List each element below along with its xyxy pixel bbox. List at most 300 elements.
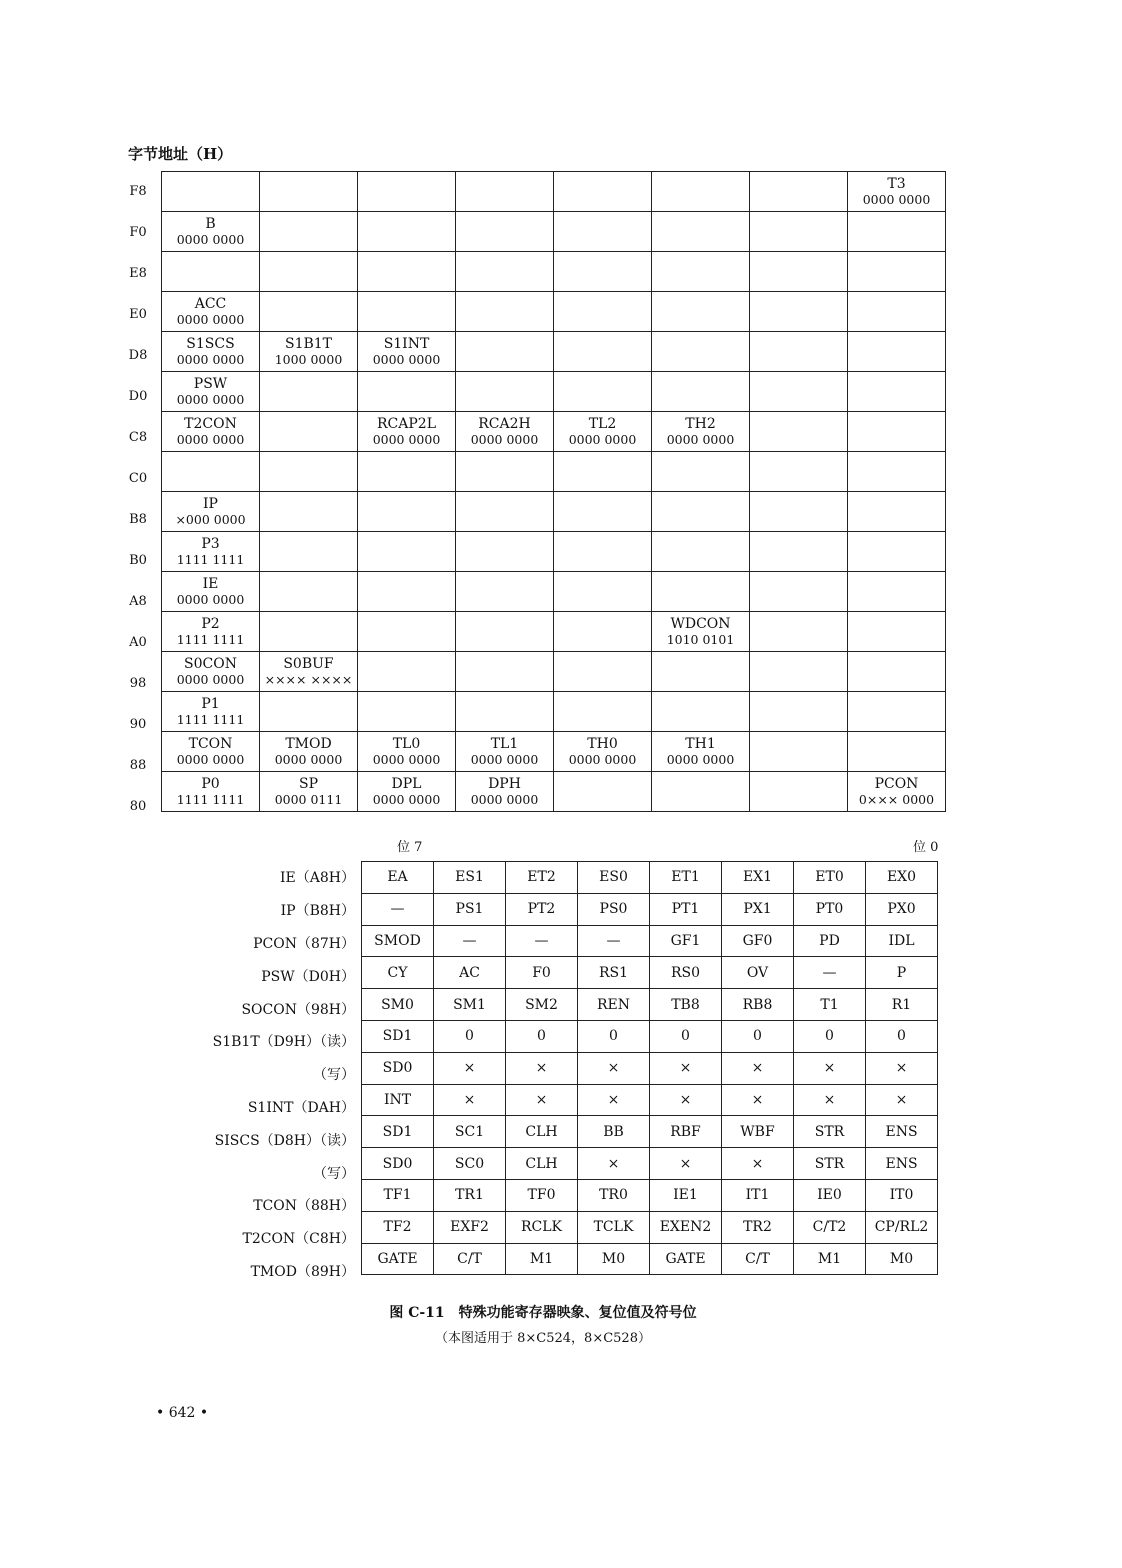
sfr-cell [554, 452, 652, 492]
bit-cell: CLH [506, 1116, 578, 1148]
sfr-row [162, 532, 946, 572]
bit-cell: × [506, 1052, 578, 1084]
bit-cell: EX0 [866, 862, 938, 894]
sfr-cell [162, 292, 260, 332]
sfr-cell [456, 772, 554, 812]
sfr-cell [750, 412, 848, 452]
bit-cell: SD0 [362, 1052, 434, 1084]
bit-cell: × [794, 1052, 866, 1084]
bit-cell: PX0 [866, 893, 938, 925]
register-reset-value: 0000 0000 [176, 431, 245, 447]
sfr-row-address: E8 [129, 266, 147, 281]
sfr-cell [260, 372, 358, 412]
register-name: B [205, 215, 216, 232]
bit7-label: 位 7 [397, 840, 423, 855]
page-number: • 642 • [156, 1405, 209, 1421]
sfr-row-address: D8 [128, 348, 148, 363]
sfr-row-address: A8 [129, 594, 147, 609]
sfr-cell [652, 452, 750, 492]
register-name: P3 [201, 535, 220, 552]
sfr-cell [162, 372, 260, 412]
register-reset-value: 1111 1111 [176, 631, 245, 647]
sfr-cell [456, 412, 554, 452]
sfr-cell [750, 452, 848, 492]
register-name: IP [203, 495, 218, 512]
bit-cell: 0 [506, 1020, 578, 1052]
sfr-row [162, 372, 946, 412]
sfr-cell [162, 452, 260, 492]
sfr-cell [848, 452, 946, 492]
sfr-cell [750, 212, 848, 252]
register-reset-value: 0000 0000 [470, 431, 539, 447]
register-reset-value: 0000 0000 [176, 671, 245, 687]
register-reset-value: 0000 0000 [568, 751, 637, 767]
bit-cell: IT0 [866, 1179, 938, 1211]
sfr-cell [652, 172, 750, 212]
figure-subcaption: （本图适用于 8×C524，8×C528） [435, 1331, 651, 1346]
register-reset-value: 0000 0000 [176, 751, 245, 767]
bit-cell: M1 [794, 1243, 866, 1275]
bit-cell: — [362, 893, 434, 925]
register-reset-value: 0000 0000 [372, 431, 441, 447]
sfr-cell [260, 572, 358, 612]
sfr-cell [456, 452, 554, 492]
sfr-cell [162, 572, 260, 612]
sfr-cell [456, 372, 554, 412]
bit-cell: ES0 [578, 862, 650, 894]
sfr-cell [848, 772, 946, 812]
sfr-cell [260, 492, 358, 532]
sfr-cell [848, 332, 946, 372]
bit-cell: BB [578, 1116, 650, 1148]
register-reset-value: 0××× 0000 [858, 791, 935, 807]
bit-cell: AC [434, 957, 506, 989]
sfr-cell [750, 332, 848, 372]
bit-cell: OV [722, 957, 794, 989]
sfr-row-address: F8 [129, 184, 147, 199]
sfr-cell [652, 252, 750, 292]
register-name: P2 [201, 615, 220, 632]
register-reset-value: 0000 0000 [176, 351, 245, 367]
register-name: TH0 [587, 735, 618, 752]
register-name: PCON [874, 775, 919, 792]
bit-row-label: T2CON（C8H） [242, 1231, 355, 1248]
sfr-cell [848, 532, 946, 572]
sfr-row [162, 612, 946, 652]
bit-row [362, 1084, 938, 1116]
register-reset-value: 1111 1111 [176, 711, 245, 727]
sfr-cell [456, 572, 554, 612]
bit-cell: × [722, 1148, 794, 1180]
sfr-cell [652, 492, 750, 532]
bit-cell: CY [362, 957, 434, 989]
sfr-row [162, 572, 946, 612]
sfr-cell [554, 612, 652, 652]
bit-row [362, 1020, 938, 1052]
bit-register-labels [150, 861, 355, 1287]
bit-cell: RCLK [506, 1211, 578, 1243]
sfr-map-table [161, 171, 946, 812]
register-name: S1B1T [284, 335, 333, 352]
bit-cell: × [650, 1148, 722, 1180]
register-name: TH1 [685, 735, 716, 752]
sfr-cell [260, 412, 358, 452]
bit-cell: 0 [578, 1020, 650, 1052]
bit-cell: × [578, 1148, 650, 1180]
register-reset-value: 0000 0000 [372, 751, 441, 767]
bit-cell: SD0 [362, 1148, 434, 1180]
sfr-cell [848, 212, 946, 252]
register-reset-value: 0000 0000 [176, 311, 245, 327]
sfr-cell [162, 732, 260, 772]
sfr-cell [652, 732, 750, 772]
bit-cell: P [866, 957, 938, 989]
sfr-cell [358, 452, 456, 492]
sfr-cell [358, 532, 456, 572]
bit-symbol-table [361, 861, 938, 1275]
register-name: SP [298, 775, 318, 792]
sfr-row-address: B8 [129, 512, 147, 527]
sfr-cell [554, 372, 652, 412]
bit-row-label: TCON（88H） [253, 1198, 355, 1215]
sfr-cell [260, 172, 358, 212]
bit-cell: TF2 [362, 1211, 434, 1243]
register-name: S0BUF [283, 655, 334, 672]
bit-cell: EXEN2 [650, 1211, 722, 1243]
bit-cell: M1 [506, 1243, 578, 1275]
sfr-cell [358, 652, 456, 692]
sfr-row-address: 98 [129, 676, 147, 691]
register-name: S0CON [184, 655, 237, 672]
register-name: P0 [201, 775, 220, 792]
bit-cell: RBF [650, 1116, 722, 1148]
bit-cell: WBF [722, 1116, 794, 1148]
sfr-cell [750, 732, 848, 772]
sfr-row-address: F0 [129, 225, 147, 240]
bit-cell: × [722, 1084, 794, 1116]
sfr-cell [162, 172, 260, 212]
bit-cell: RB8 [722, 989, 794, 1021]
sfr-cell [260, 532, 358, 572]
bit-row [362, 1211, 938, 1243]
bit-cell: TF1 [362, 1179, 434, 1211]
register-reset-value: 0000 0111 [274, 791, 343, 807]
sfr-cell [554, 572, 652, 612]
bit-row [362, 1148, 938, 1180]
bit-cell: TF0 [506, 1179, 578, 1211]
bit-cell: GATE [362, 1243, 434, 1275]
bit-cell: 0 [866, 1020, 938, 1052]
bit-cell: × [866, 1052, 938, 1084]
bit-row [362, 1116, 938, 1148]
bit-cell: × [434, 1052, 506, 1084]
sfr-cell [848, 612, 946, 652]
bit-cell: ET0 [794, 862, 866, 894]
bit-cell: × [794, 1084, 866, 1116]
bit-cell: IE0 [794, 1179, 866, 1211]
sfr-cell [260, 772, 358, 812]
bit-cell: × [578, 1052, 650, 1084]
sfr-cell [554, 212, 652, 252]
bit-cell: — [506, 925, 578, 957]
bit-row-label: IE（A8H） [280, 870, 355, 887]
sfr-cell [162, 252, 260, 292]
bit-row [362, 1243, 938, 1275]
sfr-cell [848, 412, 946, 452]
register-name: PSW [193, 375, 228, 392]
sfr-cell [652, 572, 750, 612]
bit-cell: GATE [650, 1243, 722, 1275]
bit-row-label: SOCON（98H） [241, 1001, 355, 1018]
bit-row-label: （写） [313, 1165, 355, 1182]
register-name: TL1 [490, 735, 519, 752]
sfr-cell [358, 292, 456, 332]
bit-row [362, 957, 938, 989]
bit-row-label: PCON（87H） [253, 935, 355, 952]
bit-cell: M0 [578, 1243, 650, 1275]
bit-row-label: SISCS（D8H）（读） [214, 1132, 355, 1149]
sfr-cell [750, 612, 848, 652]
sfr-cell [456, 252, 554, 292]
register-reset-value: 0000 0000 [274, 751, 343, 767]
sfr-cell [162, 412, 260, 452]
sfr-cell [456, 172, 554, 212]
register-name: TL0 [392, 735, 421, 752]
sfr-row [162, 412, 946, 452]
register-reset-value: 0000 0000 [666, 431, 735, 447]
bit-cell: × [722, 1052, 794, 1084]
bit0-label: 位 0 [913, 840, 939, 855]
sfr-cell [848, 372, 946, 412]
sfr-row-address: C8 [128, 430, 148, 445]
bit-cell: C/T [722, 1243, 794, 1275]
bit-cell: ENS [866, 1116, 938, 1148]
bit-cell: R1 [866, 989, 938, 1021]
bit-cell: SM1 [434, 989, 506, 1021]
bit-cell: PT1 [650, 893, 722, 925]
bit-cell: PS0 [578, 893, 650, 925]
sfr-cell [848, 572, 946, 612]
sfr-cell [750, 172, 848, 212]
bit-row [362, 893, 938, 925]
register-name: TL2 [588, 415, 617, 432]
sfr-cell [358, 572, 456, 612]
register-reset-value: 0000 0000 [176, 591, 245, 607]
bit-cell: × [650, 1084, 722, 1116]
bit-cell: IDL [866, 925, 938, 957]
sfr-cell [358, 412, 456, 452]
bit-cell: × [506, 1084, 578, 1116]
sfr-cell [848, 692, 946, 732]
register-reset-value: 0000 0000 [470, 791, 539, 807]
register-name: ACC [194, 295, 227, 312]
register-name: S1INT [383, 335, 430, 352]
sfr-cell [260, 332, 358, 372]
sfr-cell [652, 612, 750, 652]
register-reset-value: 1000 0000 [274, 351, 343, 367]
sfr-cell [652, 292, 750, 332]
register-name: T3 [887, 175, 906, 192]
bit-cell: TR1 [434, 1179, 506, 1211]
sfr-cell [750, 772, 848, 812]
bit-cell: STR [794, 1116, 866, 1148]
bit-cell: EX1 [722, 862, 794, 894]
register-name: DPH [488, 775, 521, 792]
bit-cell: — [578, 925, 650, 957]
sfr-row [162, 212, 946, 252]
sfr-cell [260, 612, 358, 652]
bit-cell: REN [578, 989, 650, 1021]
sfr-row-address: A0 [129, 635, 147, 650]
bit-cell: TR2 [722, 1211, 794, 1243]
address-heading: 字节地址（H） [128, 145, 233, 163]
sfr-cell [260, 732, 358, 772]
register-name: IE [202, 575, 219, 592]
sfr-row [162, 252, 946, 292]
sfr-cell [358, 252, 456, 292]
bit-row-label: （写） [313, 1067, 355, 1084]
bit-cell: PX1 [722, 893, 794, 925]
sfr-cell [260, 692, 358, 732]
sfr-cell [456, 612, 554, 652]
bit-cell: 0 [434, 1020, 506, 1052]
sfr-row [162, 292, 946, 332]
bit-cell: IT1 [722, 1179, 794, 1211]
bit-cell: 0 [794, 1020, 866, 1052]
sfr-cell [554, 772, 652, 812]
sfr-cell [456, 532, 554, 572]
bit-cell: RS0 [650, 957, 722, 989]
bit-cell: ET1 [650, 862, 722, 894]
sfr-cell [358, 332, 456, 372]
sfr-cell [260, 652, 358, 692]
bit-cell: CLH [506, 1148, 578, 1180]
bit-row [362, 925, 938, 957]
bit-row-label: S1INT（DAH） [247, 1099, 355, 1116]
sfr-row-address: 80 [129, 799, 147, 814]
sfr-row [162, 652, 946, 692]
sfr-cell [162, 652, 260, 692]
sfr-cell [652, 772, 750, 812]
sfr-cell [162, 212, 260, 252]
register-reset-value: 0000 0000 [862, 191, 931, 207]
bit-cell: EA [362, 862, 434, 894]
sfr-cell [848, 252, 946, 292]
sfr-row [162, 692, 946, 732]
bit-cell: PD [794, 925, 866, 957]
sfr-cell [554, 532, 652, 572]
bit-cell: TB8 [650, 989, 722, 1021]
sfr-cell [358, 172, 456, 212]
register-reset-value: 0000 0000 [176, 391, 245, 407]
sfr-cell [456, 732, 554, 772]
sfr-row [162, 732, 946, 772]
sfr-cell [162, 492, 260, 532]
bit-cell: F0 [506, 957, 578, 989]
sfr-cell [750, 572, 848, 612]
sfr-cell [750, 692, 848, 732]
bit-cell: SM0 [362, 989, 434, 1021]
bit-cell: ES1 [434, 862, 506, 894]
sfr-cell [456, 332, 554, 372]
bit-cell: × [650, 1052, 722, 1084]
bit-row [362, 989, 938, 1021]
sfr-cell [456, 212, 554, 252]
sfr-cell [554, 292, 652, 332]
register-reset-value: ×000 0000 [175, 511, 246, 527]
register-name: T2CON [184, 415, 237, 432]
bit-cell: — [434, 925, 506, 957]
sfr-cell [456, 652, 554, 692]
bit-cell: C/T [434, 1243, 506, 1275]
sfr-cell [358, 612, 456, 652]
bit-cell: RS1 [578, 957, 650, 989]
sfr-cell [162, 692, 260, 732]
sfr-cell [750, 492, 848, 532]
sfr-cell [260, 252, 358, 292]
bit-cell: × [866, 1084, 938, 1116]
sfr-cell [554, 492, 652, 532]
register-reset-value: 0000 0000 [470, 751, 539, 767]
sfr-cell [652, 532, 750, 572]
bit-cell: SD1 [362, 1116, 434, 1148]
sfr-cell [652, 652, 750, 692]
bit-row-label: PSW（D0H） [261, 968, 355, 985]
sfr-row-address: E0 [129, 307, 147, 322]
bit-cell: PS1 [434, 893, 506, 925]
sfr-cell [554, 692, 652, 732]
register-name: TH2 [685, 415, 716, 432]
sfr-cell [162, 332, 260, 372]
bit-cell: GF0 [722, 925, 794, 957]
sfr-cell [750, 252, 848, 292]
sfr-cell [652, 372, 750, 412]
sfr-cell [652, 212, 750, 252]
sfr-cell [750, 372, 848, 412]
sfr-cell [750, 292, 848, 332]
register-name: S1SCS [186, 335, 235, 352]
bit-cell: ET2 [506, 862, 578, 894]
sfr-cell [652, 412, 750, 452]
bit-cell: SC0 [434, 1148, 506, 1180]
sfr-address-labels [118, 171, 158, 827]
register-reset-value: 0000 0000 [372, 791, 441, 807]
bit-row-label: IP（B8H） [280, 903, 355, 920]
register-reset-value: 1010 0101 [666, 631, 735, 647]
sfr-row [162, 772, 946, 812]
register-reset-value: 0000 0000 [372, 351, 441, 367]
bit-row [362, 862, 938, 894]
sfr-cell [848, 732, 946, 772]
register-name: DPL [391, 775, 422, 792]
sfr-row [162, 452, 946, 492]
bit-cell: TR0 [578, 1179, 650, 1211]
sfr-cell [358, 732, 456, 772]
sfr-row-address: 90 [129, 717, 147, 732]
sfr-cell [554, 172, 652, 212]
bit-cell: ENS [866, 1148, 938, 1180]
sfr-cell [358, 372, 456, 412]
sfr-cell [358, 212, 456, 252]
sfr-row [162, 332, 946, 372]
bit-cell: SD1 [362, 1020, 434, 1052]
register-name: RCAP2L [377, 415, 436, 432]
bit-cell: — [794, 957, 866, 989]
sfr-cell [554, 652, 652, 692]
register-reset-value: 1111 1111 [176, 551, 245, 567]
sfr-cell [554, 412, 652, 452]
bit-cell: STR [794, 1148, 866, 1180]
